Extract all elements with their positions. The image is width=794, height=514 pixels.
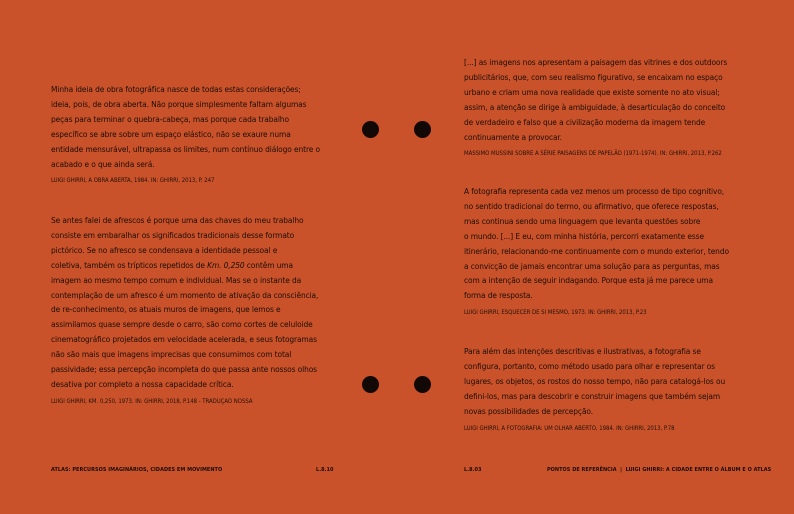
quote-line: Para além das intenções descritivas e ilustrativas, a fotografia se <box>464 346 701 356</box>
quote-line: Minha ideia de obra fotográfica nasce de todas estas considerações; <box>51 84 301 94</box>
quote-line: cinematográfico projetados em velocidade acelerada, e seus fotogramas <box>51 334 317 345</box>
quote-line: no sentido tradicional do termo, ou afirmativo, que oferece respostas, <box>464 200 719 211</box>
quote-citation: LUIGI GHIRRI, KM. 0,250, 1973. IN: GHIRRI, 2018, P.148 - TRADUÇÃO NOSSA <box>51 397 253 405</box>
quote-line: assim, a atenção se dirige à ambiguidade, à desarticulação do conceito <box>464 101 726 112</box>
quote-line: de verdadeiro e falso que a civilização moderna da imagem tende <box>464 116 706 127</box>
quote-line: continuamente a provocar. <box>464 131 562 142</box>
quote-line: entidade mensurável, ultrapassa os limites, num contínuo diálogo entre o <box>51 143 320 154</box>
quote-line: a convicção de jamais encontrar uma solução para as perguntas, mas <box>464 260 720 271</box>
circle-dot-icon <box>362 376 379 393</box>
quote-line: defini-los, mas para descobrir e construir imagens que também sejam <box>464 390 721 401</box>
work-title: Km. 0,250 <box>207 259 245 270</box>
quote-open-gaze <box>464 344 744 433</box>
quote-line: imagem ao mesmo tempo comum e individual. Mas se o instante da <box>51 274 302 285</box>
quote-line: forma de resposta. <box>464 290 533 301</box>
quote-citation: LUIGI GHIRRI, A FOTOGRAFIA: UM OLHAR ABERTO, 1984. IN: GHIRRI, 2013, P.78 <box>464 424 675 432</box>
quote-line: pictórico. Se no afresco se condensava a identidade pessoal e <box>51 244 278 255</box>
quote-line: contemplação de um afresco é um momento de ativação da consciência, <box>51 289 319 300</box>
footer-left-title: ATLAS: PERCURSOS IMAGINÁRIOS, CIDADES EM MOVIMENTO <box>51 467 223 473</box>
quote-line: publicitários, que, com seu realismo figurativo, se encaixam no espaço <box>464 71 723 82</box>
quote-line: ideia, pois, de obra aberta. Não porque simplesmente faltam algumas <box>51 98 307 109</box>
quote-line: passividade; essa percepção incompleta do que passa ante nossos olhos <box>51 364 317 375</box>
quote-line: consiste em embaralhar os significados tradicionais desse formato <box>51 229 295 240</box>
quote-line: configura, portanto, como método usado para olhar e representar os <box>464 360 715 371</box>
quote-km-0250 <box>51 213 333 406</box>
quote-line: itinerário, relacionando-me continuamente com o mundo exterior, tendo <box>464 245 729 256</box>
quote-line: com a intenção de seguir indagando. Porque esta já me parece uma <box>464 275 713 286</box>
quote-citation: LUIGI GHIRRI, A OBRA ABERTA, 1984. IN: GHIRRI, 2013, P. 247 <box>51 177 215 185</box>
quote-line: assimilamos quase sempre desde o carro, são como cortes de celuloide <box>51 319 313 330</box>
circle-dot-icon <box>414 376 431 393</box>
quote-line: Se antes falei de afrescos é porque uma das chaves do meu trabalho <box>51 215 304 225</box>
quote-forget-oneself <box>464 184 744 317</box>
quote-line: novas possibilidades de percepção. <box>464 405 594 416</box>
quote-line: específico se abre sobre um espaço elástico, não se exaure numa <box>51 128 291 139</box>
quote-text: coletiva, também os trípticos repetidos de <box>51 259 208 270</box>
quote-text: contêm uma <box>244 259 293 270</box>
quote-mussini <box>464 55 744 158</box>
quote-line: [...] as imagens nos apresentam a paisagem das vitrines e dos outdoors <box>464 57 728 67</box>
quote-line: lugares, os objetos, os rostos do nosso tempo, não para catalogá-los ou <box>464 375 726 386</box>
footer-left-page-number: L.8.10 <box>316 467 334 473</box>
quote-line: de re-conhecimento, os atuais muros de imagens, que lemos e <box>51 304 281 315</box>
quote-open-work <box>51 82 333 185</box>
quote-line: acabado e o que ainda será. <box>51 158 155 169</box>
quote-citation: MASSIMO MUSSINI SOBRE A SÉRIE PAISAGENS DE PAPELÃO (1971-1974). IN: GHIRRI, 2013, P.262 <box>464 150 722 158</box>
circle-dot-icon <box>362 121 379 138</box>
quote-line: o mundo. [...] E eu, com minha história, percorri exatamente esse <box>464 230 704 241</box>
quote-line: A fotografia representa cada vez menos um processo de tipo cognitivo, <box>464 186 725 196</box>
quote-line: não são mais que imagens imprecisas que consumimos com total <box>51 349 292 360</box>
quote-line: urbano e criam uma nova realidade que existe somente no ato visual; <box>464 86 720 97</box>
quote-line: desativa por completo a nossa capacidade crítica. <box>51 378 234 389</box>
quote-line: peças para terminar o quebra-cabeça, mas porque cada trabalho <box>51 113 289 124</box>
quote-line <box>51 258 333 273</box>
quote-citation: LUIGI GHIRRI, ESQUECER DE SI MESMO, 1973. IN: GHIRRI, 2013, P.23 <box>464 309 647 317</box>
circle-dot-icon <box>414 121 431 138</box>
quote-line: mas continua sendo uma linguagem que levanta questões sobre <box>464 215 701 226</box>
footer-right-title: PONTOS DE REFERÊNCIA | LUIGI GHIRRI: A CIDADE ENTRE O ÁLBUM E O ATLAS <box>547 467 772 473</box>
footer-right-page-number: L.8.03 <box>464 467 482 473</box>
